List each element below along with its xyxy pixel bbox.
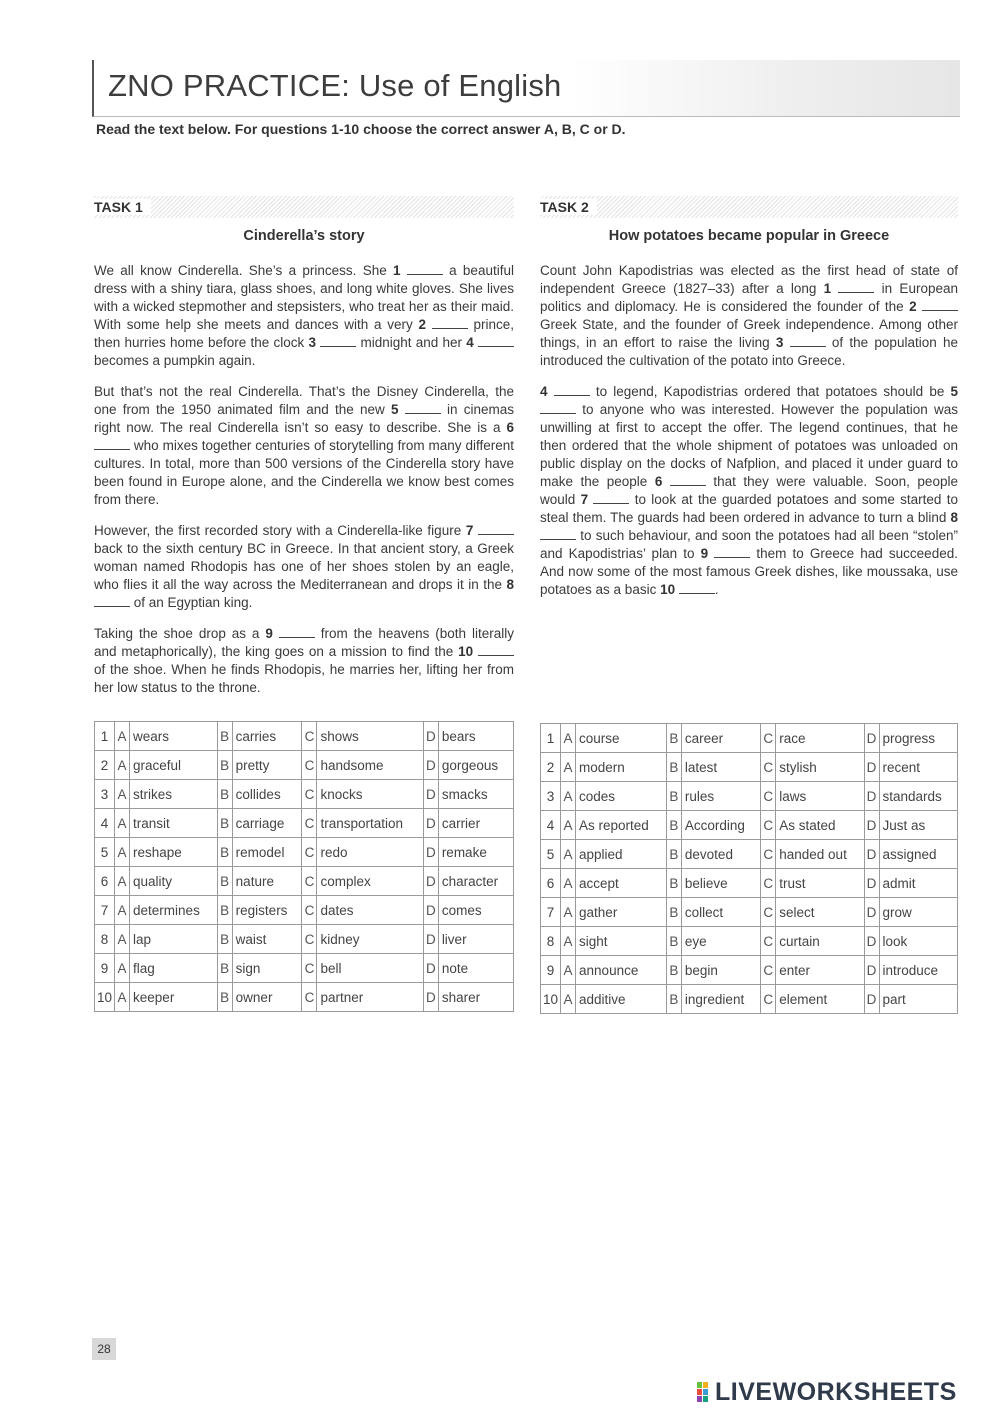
brand-logo: [697, 1378, 957, 1407]
option-c[interactable]: transportation: [317, 809, 423, 838]
option-letter: C: [302, 896, 317, 925]
option-letter: B: [217, 838, 232, 867]
option-c[interactable]: dates: [317, 896, 423, 925]
gap-4[interactable]: [554, 383, 590, 396]
option-a[interactable]: keeper: [130, 983, 218, 1012]
option-letter: D: [864, 811, 879, 840]
option-a[interactable]: As reported: [576, 811, 667, 840]
option-d[interactable]: character: [438, 867, 513, 896]
option-letter: D: [864, 753, 879, 782]
option-letter: B: [666, 869, 681, 898]
option-a[interactable]: quality: [130, 867, 218, 896]
option-row: [95, 751, 514, 780]
option-d[interactable]: Just as: [879, 811, 958, 840]
option-letter: A: [561, 985, 576, 1014]
option-a[interactable]: applied: [576, 840, 667, 869]
brand-grid-icon: [697, 1382, 713, 1402]
option-row: [95, 809, 514, 838]
option-letter: C: [302, 838, 317, 867]
task2-label: TASK 2: [540, 196, 958, 218]
option-letter: C: [302, 751, 317, 780]
option-b[interactable]: remodel: [232, 838, 302, 867]
page-number: 28: [92, 1338, 116, 1360]
task1-paragraph-3: However, the first recorded story with a Cinderella-like figure 7 back to the sixth century BC in Greece. In that ancient story, a Greek woman named Rhodopis has one of her shoes stolen by an eagle, who flies it all the way across the Mediterranean and drops it in the 8 of an Egyptian king.: [94, 523, 514, 610]
option-row: [541, 869, 958, 898]
option-a[interactable]: flag: [130, 954, 218, 983]
gap-7[interactable]: [478, 522, 514, 535]
option-letter: B: [217, 954, 232, 983]
option-d[interactable]: smacks: [438, 780, 513, 809]
option-a[interactable]: strikes: [130, 780, 218, 809]
option-letter: C: [761, 956, 776, 985]
task2-paragraph-2: 4 to legend, Kapodistrias ordered that potatoes should be 5 to anyone who was interested. However the population was unwilling at first to accept the offer. The legend continues, that he then ordered that the whole shipment of potatoes was unloaded on public display on the docks of Nafplion, and placed it under guard to make the people 6 that they were valuable. Soon, people would 7 to look at the guarded potatoes and some started to steal them. The guards had been ordered in advance to turn a blind 8 to such behaviour, and soon the potatoes had all been “stolen” and Kapodistrias’ plan to 9 them to Greece had succeeded. And now some of the most famous Greek dishes, like moussaka, use potatoes as a basic 10 .: [540, 384, 958, 597]
gap-9[interactable]: [279, 625, 315, 638]
option-letter: A: [561, 898, 576, 927]
option-a[interactable]: announce: [576, 956, 667, 985]
option-a[interactable]: gather: [576, 898, 667, 927]
question-number: 2: [95, 751, 115, 780]
option-letter: D: [423, 838, 438, 867]
option-c[interactable]: enter: [776, 956, 864, 985]
option-b[interactable]: waist: [232, 925, 302, 954]
option-letter: C: [302, 809, 317, 838]
option-letter: C: [761, 782, 776, 811]
option-letter: B: [666, 956, 681, 985]
option-b[interactable]: nature: [232, 867, 302, 896]
option-a[interactable]: wears: [130, 722, 218, 751]
option-b[interactable]: begin: [681, 956, 760, 985]
option-letter: C: [761, 811, 776, 840]
option-letter: B: [217, 896, 232, 925]
option-row: [95, 983, 514, 1012]
option-a[interactable]: modern: [576, 753, 667, 782]
option-a[interactable]: transit: [130, 809, 218, 838]
option-letter: B: [666, 840, 681, 869]
question-number: 9: [541, 956, 561, 985]
question-number: 7: [541, 898, 561, 927]
option-letter: A: [115, 896, 130, 925]
option-letter: D: [864, 956, 879, 985]
option-letter: C: [761, 724, 776, 753]
gap-10[interactable]: [679, 581, 715, 594]
option-row: [541, 956, 958, 985]
option-letter: D: [864, 898, 879, 927]
option-b[interactable]: ingredient: [681, 985, 760, 1014]
option-letter: C: [761, 927, 776, 956]
option-letter: B: [666, 753, 681, 782]
option-letter: D: [423, 751, 438, 780]
gap-6[interactable]: [94, 437, 130, 450]
brand-name: LIVEWORKSHEETS: [715, 1378, 957, 1406]
question-number: 5: [541, 840, 561, 869]
option-letter: A: [561, 782, 576, 811]
gap-3[interactable]: [790, 334, 826, 347]
option-a[interactable]: codes: [576, 782, 667, 811]
option-b[interactable]: latest: [681, 753, 760, 782]
question-number: 6: [95, 867, 115, 896]
option-letter: C: [302, 954, 317, 983]
option-a[interactable]: reshape: [130, 838, 218, 867]
option-d[interactable]: grow: [879, 898, 958, 927]
task1-options-table: [94, 721, 514, 1012]
option-letter: B: [666, 927, 681, 956]
option-letter: D: [864, 840, 879, 869]
option-row: [541, 724, 958, 753]
option-row: [95, 838, 514, 867]
option-letter: C: [761, 840, 776, 869]
option-letter: D: [423, 722, 438, 751]
option-letter: A: [115, 722, 130, 751]
option-letter: A: [115, 867, 130, 896]
option-letter: A: [561, 869, 576, 898]
option-b[interactable]: rules: [681, 782, 760, 811]
gap-8[interactable]: [94, 594, 130, 607]
option-row: [95, 925, 514, 954]
option-letter: C: [302, 722, 317, 751]
option-a[interactable]: course: [576, 724, 667, 753]
option-row: [541, 840, 958, 869]
question-number: 3: [541, 782, 561, 811]
option-letter: D: [423, 896, 438, 925]
option-letter: A: [561, 927, 576, 956]
option-letter: A: [115, 983, 130, 1012]
option-b[interactable]: carriage: [232, 809, 302, 838]
option-letter: D: [864, 724, 879, 753]
gap-8[interactable]: [540, 527, 576, 540]
option-letter: A: [115, 809, 130, 838]
option-letter: B: [217, 809, 232, 838]
option-letter: C: [761, 898, 776, 927]
option-d[interactable]: look: [879, 927, 958, 956]
option-d[interactable]: introduce: [879, 956, 958, 985]
option-row: [541, 927, 958, 956]
option-letter: B: [217, 867, 232, 896]
gap-2[interactable]: [432, 316, 468, 329]
option-b[interactable]: collides: [232, 780, 302, 809]
option-c[interactable]: select: [776, 898, 864, 927]
option-letter: C: [761, 985, 776, 1014]
option-letter: C: [302, 780, 317, 809]
task1-paragraph-2: But that’s not the real Cinderella. That’s the Disney Cinderella, the one from the 1950 animated film and the new 5 in cinemas right now. The real Cinderella isn’t so easy to describe. She is a 6 who mixes together centuries of storytelling from many different cultures. In total, more than 500 versions of the Cinderella story have been found in Europe alone, and the Cinderella we know best comes from there.: [94, 384, 514, 507]
option-letter: B: [217, 780, 232, 809]
task1-heading: Cinderella’s story: [243, 228, 365, 244]
option-row: [541, 898, 958, 927]
option-letter: C: [761, 753, 776, 782]
option-d[interactable]: remake: [438, 838, 513, 867]
option-row: [95, 780, 514, 809]
option-a[interactable]: additive: [576, 985, 667, 1014]
option-c[interactable]: complex: [317, 867, 423, 896]
option-c[interactable]: redo: [317, 838, 423, 867]
option-letter: A: [115, 838, 130, 867]
gap-5[interactable]: [405, 401, 441, 414]
option-row: [541, 753, 958, 782]
option-b[interactable]: collect: [681, 898, 760, 927]
task2-paragraph-1: Count John Kapodistrias was elected as the first head of state of independent Greece (1827–33) after a long 1 in European politics and diplomacy. He is considered the founder of the 2 Greek State, and the founder of Greek independence. Among other things, in an effort to raise the living 3 of the population he introduced the cultivation of the potato into Greece.: [540, 263, 958, 368]
option-d[interactable]: carrier: [438, 809, 513, 838]
option-d[interactable]: standards: [879, 782, 958, 811]
gap-5[interactable]: [540, 401, 576, 414]
option-letter: A: [561, 956, 576, 985]
question-number: 10: [541, 985, 561, 1014]
option-letter: D: [423, 780, 438, 809]
gap-3[interactable]: [320, 334, 356, 347]
gap-9[interactable]: [714, 545, 750, 558]
option-d[interactable]: comes: [438, 896, 513, 925]
option-letter: B: [217, 722, 232, 751]
option-letter: D: [864, 869, 879, 898]
option-d[interactable]: admit: [879, 869, 958, 898]
option-letter: B: [217, 983, 232, 1012]
option-b[interactable]: sign: [232, 954, 302, 983]
question-number: 5: [95, 838, 115, 867]
option-b[interactable]: registers: [232, 896, 302, 925]
option-letter: C: [302, 983, 317, 1012]
option-d[interactable]: part: [879, 985, 958, 1014]
option-row: [541, 811, 958, 840]
option-letter: B: [666, 724, 681, 753]
option-b[interactable]: pretty: [232, 751, 302, 780]
gap-10[interactable]: [478, 643, 514, 656]
question-number: 9: [95, 954, 115, 983]
option-letter: D: [423, 867, 438, 896]
option-a[interactable]: lap: [130, 925, 218, 954]
option-c[interactable]: partner: [317, 983, 423, 1012]
task1-label: TASK 1: [94, 196, 514, 218]
option-letter: D: [423, 925, 438, 954]
option-d[interactable]: liver: [438, 925, 513, 954]
gap-6[interactable]: [670, 473, 706, 486]
question-number: 1: [95, 722, 115, 751]
option-b[interactable]: According: [681, 811, 760, 840]
gap-2[interactable]: [922, 298, 958, 311]
option-c[interactable]: laws: [776, 782, 864, 811]
option-row: [541, 782, 958, 811]
option-letter: B: [666, 985, 681, 1014]
question-number: 4: [95, 809, 115, 838]
option-c[interactable]: curtain: [776, 927, 864, 956]
task2-options-table: [540, 723, 958, 1014]
option-letter: D: [423, 983, 438, 1012]
option-letter: B: [217, 751, 232, 780]
option-b[interactable]: believe: [681, 869, 760, 898]
option-letter: D: [864, 782, 879, 811]
option-a[interactable]: graceful: [130, 751, 218, 780]
option-letter: C: [302, 925, 317, 954]
task2-heading: How potatoes became popular in Greece: [608, 228, 890, 244]
gap-1[interactable]: [407, 262, 443, 275]
option-letter: C: [302, 867, 317, 896]
option-a[interactable]: determines: [130, 896, 218, 925]
option-d[interactable]: gorgeous: [438, 751, 513, 780]
gap-4[interactable]: [478, 334, 514, 347]
option-c[interactable]: kidney: [317, 925, 423, 954]
option-letter: D: [423, 954, 438, 983]
question-number: 1: [541, 724, 561, 753]
option-a[interactable]: accept: [576, 869, 667, 898]
option-c[interactable]: element: [776, 985, 864, 1014]
option-a[interactable]: sight: [576, 927, 667, 956]
option-c[interactable]: bell: [317, 954, 423, 983]
option-letter: D: [423, 809, 438, 838]
option-letter: B: [217, 925, 232, 954]
option-row: [95, 954, 514, 983]
task1-text: [94, 262, 514, 710]
option-row: [95, 722, 514, 751]
option-c[interactable]: As stated: [776, 811, 864, 840]
option-c[interactable]: handed out: [776, 840, 864, 869]
option-b[interactable]: career: [681, 724, 760, 753]
option-letter: A: [561, 753, 576, 782]
option-d[interactable]: assigned: [879, 840, 958, 869]
page-title: ZNO PRACTICE: Use of English: [108, 68, 562, 103]
option-b[interactable]: eye: [681, 927, 760, 956]
option-d[interactable]: bears: [438, 722, 513, 751]
option-letter: A: [115, 780, 130, 809]
option-c[interactable]: shows: [317, 722, 423, 751]
option-c[interactable]: handsome: [317, 751, 423, 780]
option-row: [95, 867, 514, 896]
question-number: 8: [95, 925, 115, 954]
option-letter: B: [666, 898, 681, 927]
option-b[interactable]: carries: [232, 722, 302, 751]
option-letter: A: [561, 811, 576, 840]
option-c[interactable]: stylish: [776, 753, 864, 782]
question-number: 6: [541, 869, 561, 898]
option-d[interactable]: progress: [879, 724, 958, 753]
task2-text: [540, 262, 958, 612]
question-number: 8: [541, 927, 561, 956]
gap-7[interactable]: [593, 491, 629, 504]
option-letter: A: [561, 840, 576, 869]
instructions: Read the text below. For questions 1-10 choose the correct answer A, B, C or D.: [96, 121, 626, 137]
option-letter: A: [115, 751, 130, 780]
option-d[interactable]: sharer: [438, 983, 513, 1012]
option-c[interactable]: race: [776, 724, 864, 753]
option-b[interactable]: devoted: [681, 840, 760, 869]
option-b[interactable]: owner: [232, 983, 302, 1012]
option-d[interactable]: recent: [879, 753, 958, 782]
option-letter: B: [666, 811, 681, 840]
question-number: 2: [541, 753, 561, 782]
question-number: 4: [541, 811, 561, 840]
option-c[interactable]: knocks: [317, 780, 423, 809]
option-letter: B: [666, 782, 681, 811]
task1-paragraph-4: Taking the shoe drop as a 9 from the heavens (both literally and metaphorically), the king goes on a mission to find the 10 of the shoe. When he finds Rhodopis, he marries her, lifting her from her low status to the throne.: [94, 626, 514, 695]
option-letter: A: [115, 925, 130, 954]
option-c[interactable]: trust: [776, 869, 864, 898]
option-row: [95, 896, 514, 925]
option-letter: D: [864, 985, 879, 1014]
gap-1[interactable]: [838, 280, 874, 293]
option-letter: D: [864, 927, 879, 956]
option-row: [541, 985, 958, 1014]
question-number: 10: [95, 983, 115, 1012]
option-letter: A: [115, 954, 130, 983]
option-letter: C: [761, 869, 776, 898]
question-number: 3: [95, 780, 115, 809]
option-letter: A: [561, 724, 576, 753]
question-number: 7: [95, 896, 115, 925]
option-d[interactable]: note: [438, 954, 513, 983]
task1-paragraph-1: We all know Cinderella. She’s a princess. She 1 a beautiful dress with a shiny tiara, glass shoes, and long white gloves. She lives with a wicked stepmother and stepsisters, who treat her as their maid. With some help she meets and dances with a very 2 prince, then hurries home before the clock 3 midnight and her 4 becomes a pumpkin again.: [94, 263, 514, 368]
